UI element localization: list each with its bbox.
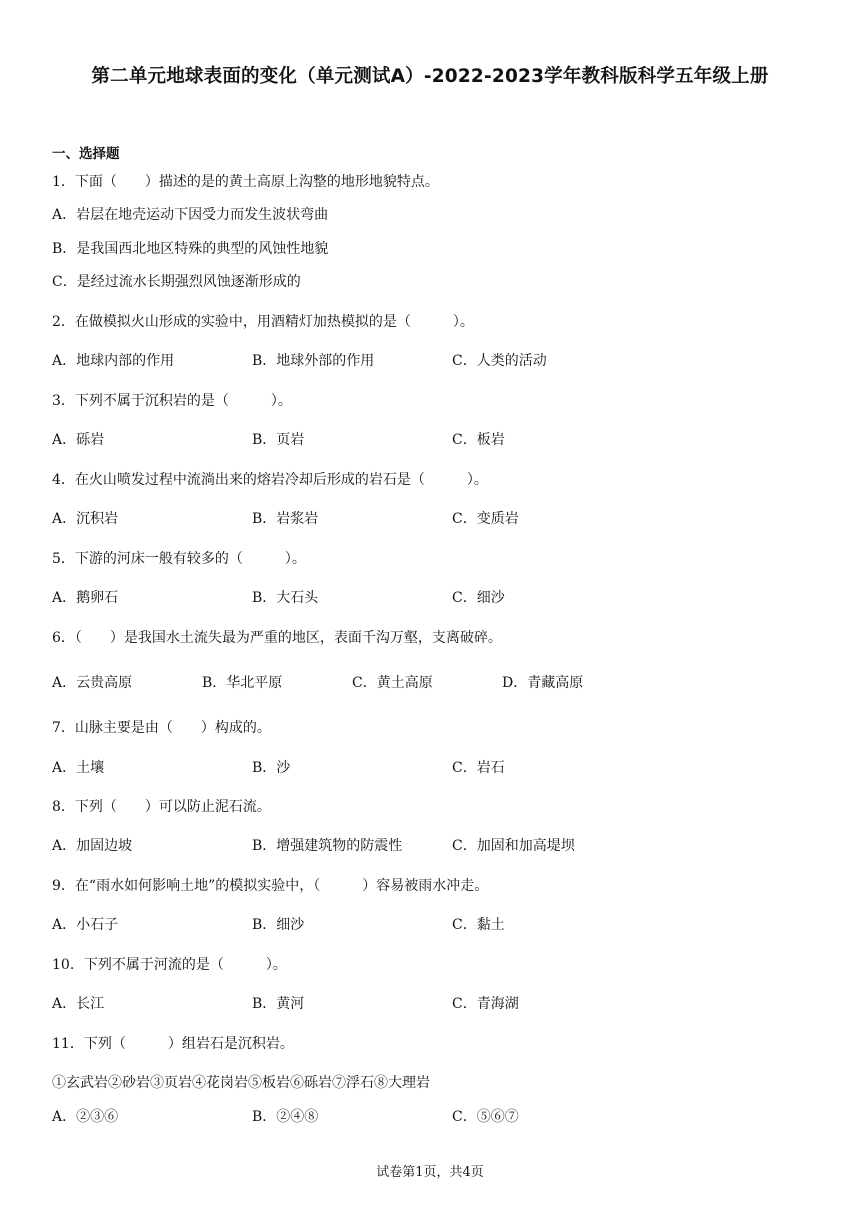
option-a: A．土壤 xyxy=(52,760,105,776)
option-b: B．华北平原 xyxy=(202,675,283,691)
option-b: B．黄河 xyxy=(252,996,305,1012)
option-a: A．小石子 xyxy=(52,917,119,933)
question-stem: 11．下列（ ）组岩石是沉积岩。 xyxy=(52,1036,294,1052)
option-b: B．地球外部的作用 xyxy=(252,353,375,369)
option-a: A．鹅卵石 xyxy=(52,590,119,606)
option-c: C．人类的活动 xyxy=(452,353,547,369)
option-a: A．云贵高原 xyxy=(52,675,133,691)
option-b: B．沙 xyxy=(252,760,291,776)
option-a: A．②③⑥ xyxy=(52,1109,119,1125)
option-c: C．板岩 xyxy=(452,432,505,448)
option-b: B．页岩 xyxy=(252,432,305,448)
option-c: C．细沙 xyxy=(452,590,505,606)
question-extra-line: ①玄武岩②砂岩③页岩④花岗岩⑤板岩⑥砾岩⑦浮石⑧大理岩 xyxy=(52,1075,430,1091)
question-stem: 4．在火山喷发过程中流淌出来的熔岩冷却后形成的岩石是（ ）。 xyxy=(52,472,488,488)
question-stem: 7．山脉主要是由（ ）构成的。 xyxy=(52,720,271,736)
page-footer: 试卷第1页，共4页 xyxy=(376,1165,484,1180)
question-stem: 9．在“雨水如何影响土地”的模拟实验中，（ ）容易被雨水冲走。 xyxy=(52,878,489,894)
question-stem: 1．下面（ ）描述的是的黄土高原上沟整的地形地貌特点。 xyxy=(52,174,439,190)
option-a: A．加固边坡 xyxy=(52,838,133,854)
option-c: C．青海湖 xyxy=(452,996,519,1012)
option-a: A．岩层在地壳运动下因受力而发生波状弯曲 xyxy=(52,207,329,223)
option-d: D．青藏高原 xyxy=(502,675,584,691)
option-b: B．②④⑧ xyxy=(252,1109,319,1125)
question-stem: 8．下列（ ）可以防止泥石流。 xyxy=(52,799,271,815)
option-b: B．增强建筑物的防震性 xyxy=(252,838,403,854)
question-stem: 5．下游的河床一般有较多的（ ）。 xyxy=(52,551,306,567)
option-c: C．⑤⑥⑦ xyxy=(452,1109,519,1125)
question-stem: 3．下列不属于沉积岩的是（ ）。 xyxy=(52,393,292,409)
option-b: B．大石头 xyxy=(252,590,319,606)
section-heading: 一、选择题 xyxy=(52,146,120,162)
option-c: C．加固和加高堤坝 xyxy=(452,838,575,854)
option-a: A．地球内部的作用 xyxy=(52,353,175,369)
option-a: A．砾岩 xyxy=(52,432,105,448)
option-b: B．细沙 xyxy=(252,917,305,933)
option-c: C．黄土高原 xyxy=(352,675,433,691)
option-b: B．岩浆岩 xyxy=(252,511,319,527)
question-stem: 2．在做模拟火山形成的实验中，用酒精灯加热模拟的是（ ）。 xyxy=(52,314,474,330)
option-c: C．岩石 xyxy=(452,760,505,776)
option-a: A．沉积岩 xyxy=(52,511,119,527)
document-title: 第二单元地球表面的变化（单元测试A）-2022-2023学年教科版科学五年级上册 xyxy=(91,66,769,87)
option-b: B．是我国西北地区特殊的典型的风蚀性地貌 xyxy=(52,241,329,257)
option-c: C．是经过流水长期强烈风蚀逐渐形成的 xyxy=(52,274,301,290)
option-c: C．变质岩 xyxy=(452,511,519,527)
question-stem: 6．（ ）是我国水土流失最为严重的地区，表面千沟万壑，支离破碎。 xyxy=(52,630,502,646)
option-a: A．长江 xyxy=(52,996,105,1012)
question-stem: 10．下列不属于河流的是（ ）。 xyxy=(52,957,287,973)
option-c: C．黏土 xyxy=(452,917,505,933)
